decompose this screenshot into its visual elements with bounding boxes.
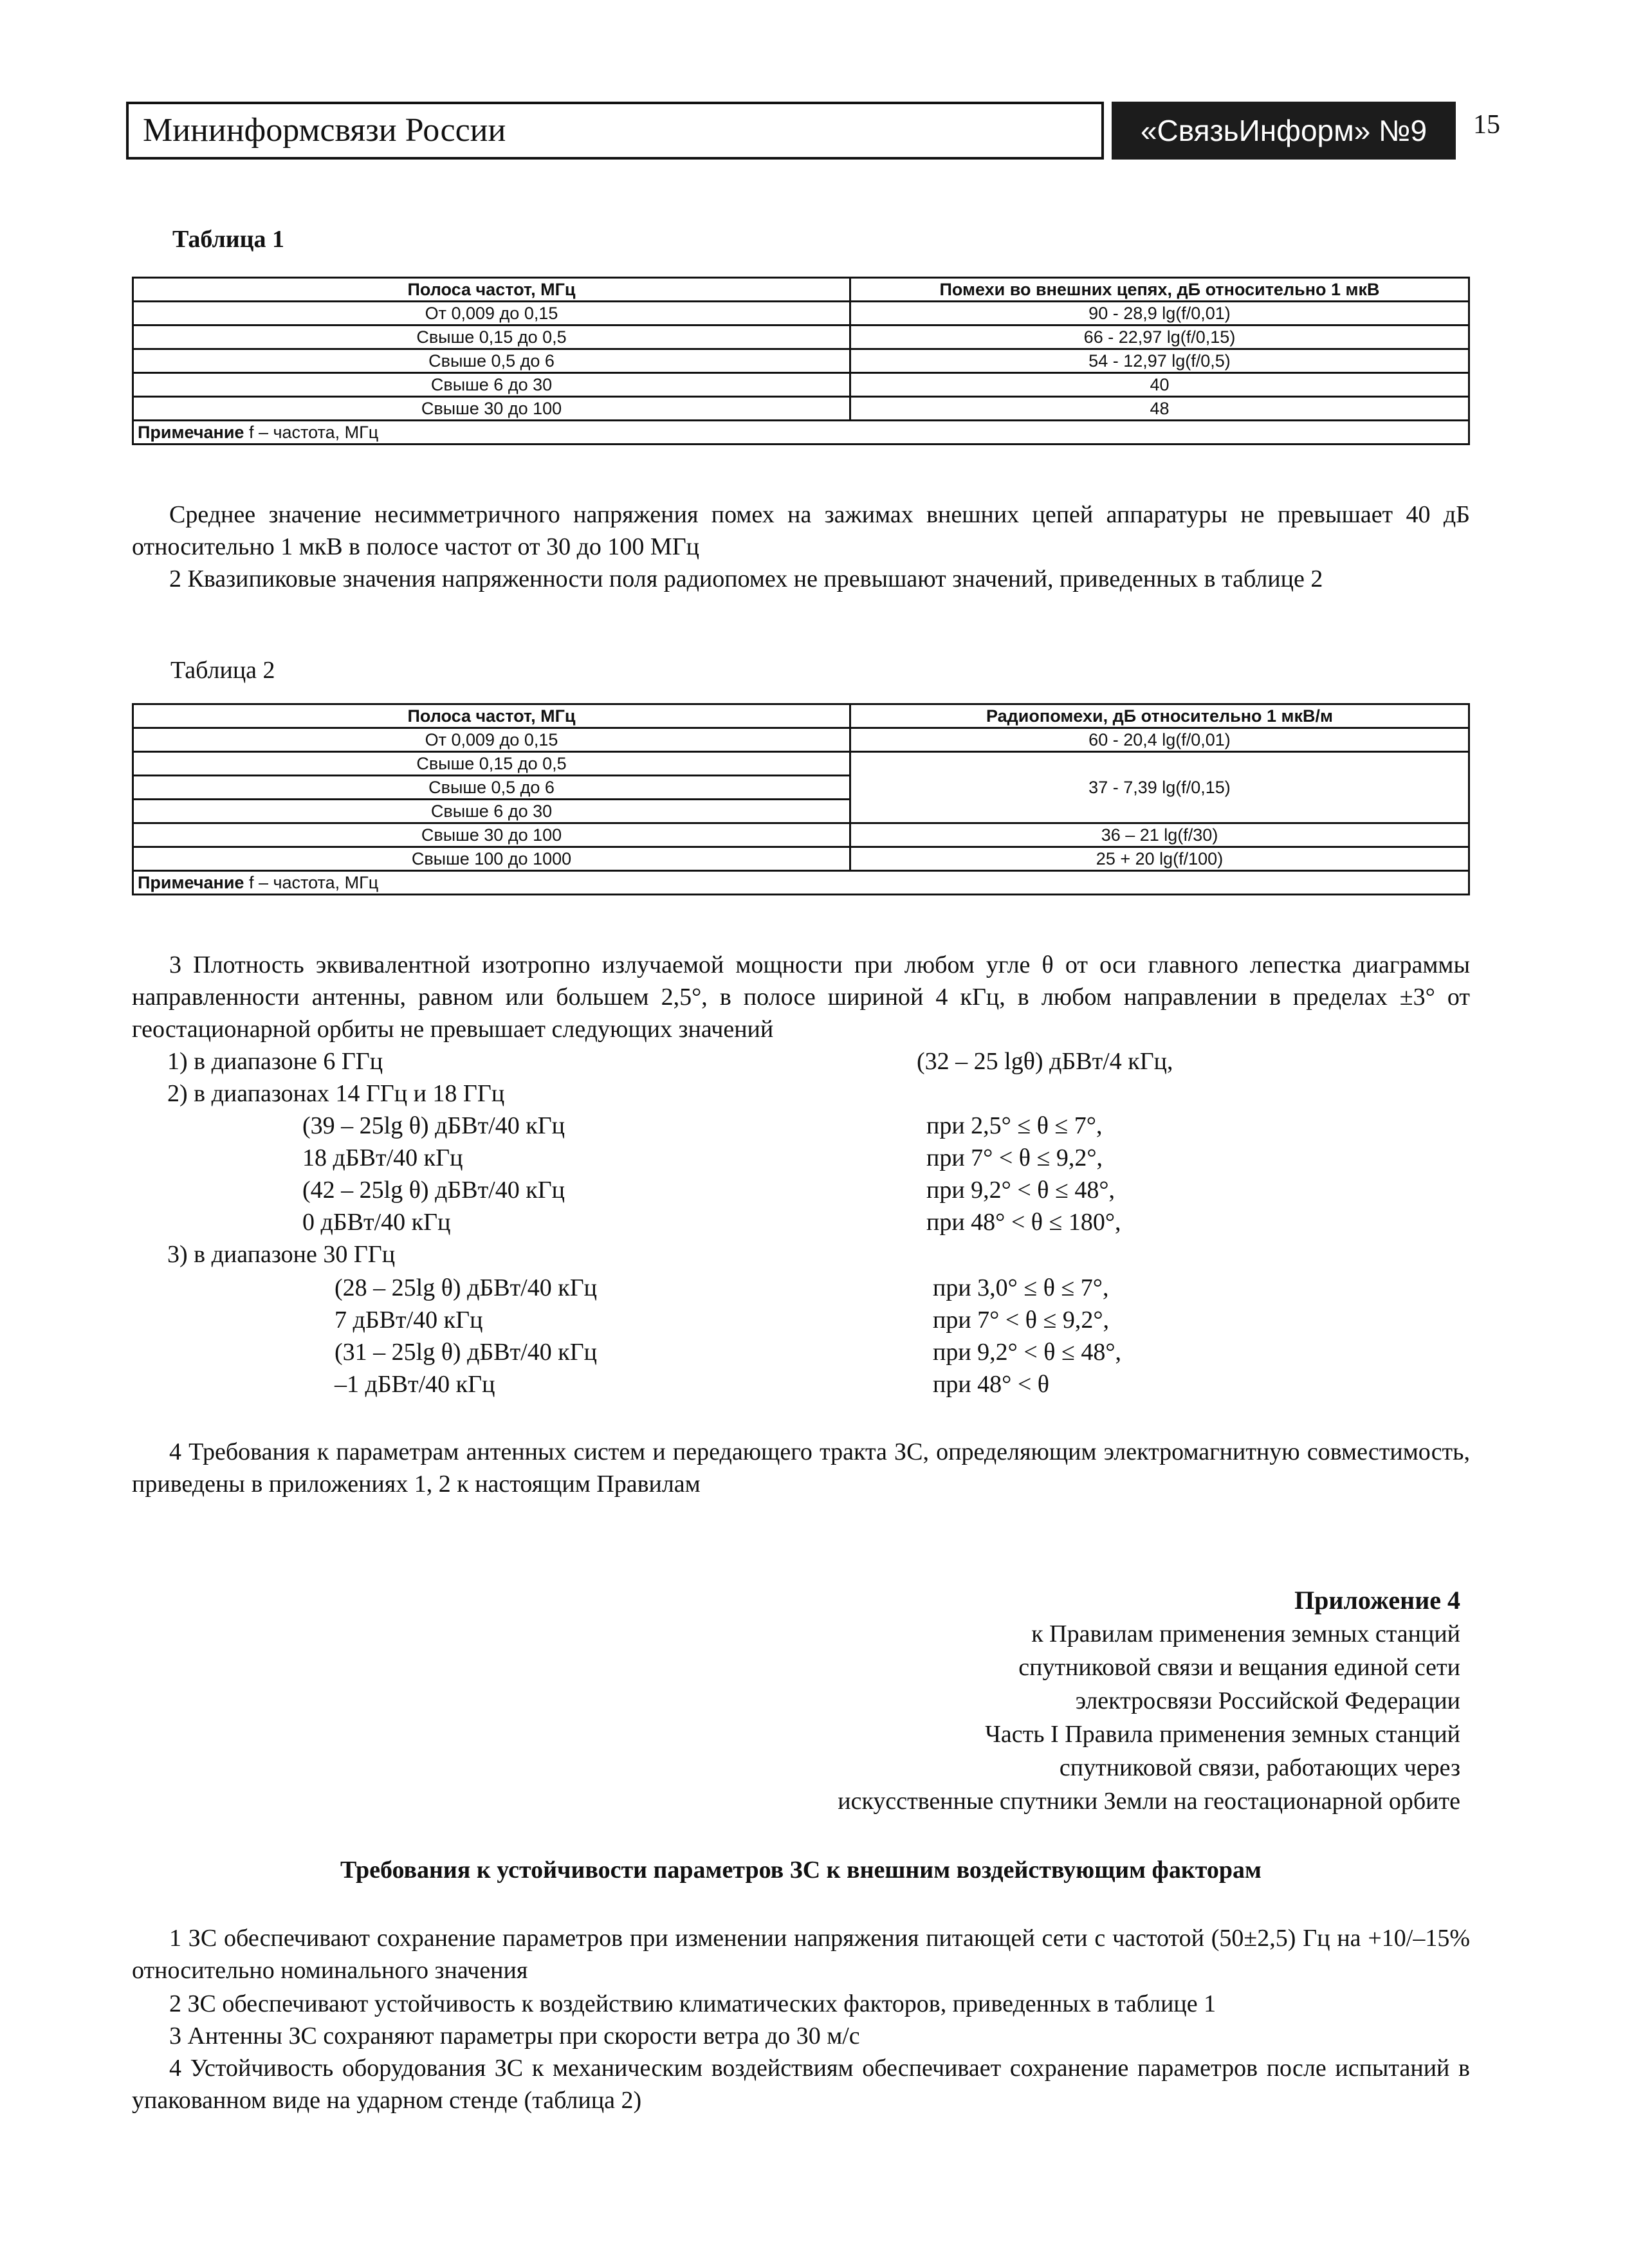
item2-label: 2) в диапазонах 14 ГГц и 18 ГГц bbox=[167, 1080, 505, 1107]
table1-band: Свыше 0,15 до 0,5 bbox=[133, 326, 850, 349]
appendix-line: спутниковой связи и вещания единой сети bbox=[1018, 1654, 1460, 1681]
table2-caption: Таблица 2 bbox=[170, 657, 275, 684]
paragraph-2: 2 Квазипиковые значения напряженности поля радиопомех не превышают значений, приведенных в таблице 2 bbox=[169, 565, 1323, 592]
item3-expr: 7 дБВт/40 кГц bbox=[335, 1307, 483, 1334]
table-row bbox=[133, 326, 1469, 349]
table2-value: 37 - 7,39 lg(f/0,15) bbox=[850, 752, 1469, 823]
table2-header-band: Полоса частот, МГц bbox=[133, 704, 850, 728]
header-right-title: «СвязьИнформ» №9 bbox=[1140, 114, 1427, 147]
appendix-line: электросвязи Российской Федерации bbox=[1075, 1687, 1460, 1714]
table2-band: От 0,009 до 0,15 bbox=[133, 728, 850, 752]
table-row bbox=[133, 373, 1469, 397]
table1-note-row bbox=[133, 421, 1469, 445]
item2-expr: (42 – 25lg θ) дБВт/40 кГц bbox=[302, 1177, 565, 1204]
section-paragraph: 1 ЗС обеспечивают сохранение параметров при изменении напряжения питающей сети с частотой (50±2,5) Гц на +10/–15% относительно номинального значения bbox=[132, 1925, 1470, 1984]
table1-value: 90 - 28,9 lg(f/0,01) bbox=[850, 302, 1469, 326]
item1-value: (32 – 25 lgθ) дБВт/4 кГц, bbox=[917, 1048, 1173, 1075]
table2-note-label: Примечание bbox=[138, 873, 244, 892]
appendix-line: искусственные спутники Земли на геостационарной орбите bbox=[838, 1788, 1460, 1815]
item1-label: 1) в диапазоне 6 ГГц bbox=[167, 1048, 383, 1075]
table1-band: Свыше 30 до 100 bbox=[133, 397, 850, 421]
appendix-block bbox=[579, 1584, 1460, 1818]
table2-band: Свыше 6 до 30 bbox=[133, 800, 850, 823]
table1-header-band: Полоса частот, МГц bbox=[133, 278, 850, 302]
item3-expr: (31 – 25lg θ) дБВт/40 кГц bbox=[335, 1339, 597, 1366]
item2-cond: при 7° < θ ≤ 9,2°, bbox=[926, 1144, 1103, 1171]
item3-expr: (28 – 25lg θ) дБВт/40 кГц bbox=[335, 1274, 597, 1301]
table2-band: Свыше 100 до 1000 bbox=[133, 847, 850, 871]
header-left-title: Мининформсвязи России bbox=[143, 112, 506, 149]
table-row bbox=[133, 349, 1469, 373]
table2 bbox=[132, 703, 1470, 895]
item2-expr: 18 дБВт/40 кГц bbox=[302, 1144, 463, 1171]
table2-band: Свыше 30 до 100 bbox=[133, 823, 850, 847]
section-heading: Требования к устойчивости параметров ЗС к внешним воздействующим факторам bbox=[340, 1857, 1262, 1884]
item3-cond: при 7° < θ ≤ 9,2°, bbox=[933, 1307, 1110, 1334]
header-right-box bbox=[1112, 102, 1456, 160]
table1-value: 40 bbox=[850, 373, 1469, 397]
table2-note-text: f – частота, МГц bbox=[248, 873, 379, 892]
item3-cond: при 9,2° < θ ≤ 48°, bbox=[933, 1339, 1122, 1366]
item3-label: 3) в диапазоне 30 ГГц bbox=[167, 1241, 396, 1268]
paragraph-antenna-requirements: 4 Требования к параметрам антенных систем и передающего тракта ЗС, определяющим электромагнитную совместимость, приведены в приложениях 1, 2 к настоящим Правилам bbox=[132, 1438, 1470, 1498]
item2-expr: 0 дБВт/40 кГц bbox=[302, 1209, 451, 1236]
paragraph-eirp-density: 3 Плотность эквивалентной изотропно излучаемой мощности при любом угле θ от оси главного лепестка диаграммы направленности антенны, равном или большем 2,5°, в полосе шириной 4 кГц, в любом направлении в пределах ±3° от геостационарной орбиты не превышает следующих значений bbox=[132, 951, 1470, 1043]
table2-value: 60 - 20,4 lg(f/0,01) bbox=[850, 728, 1469, 752]
item2-cond: при 9,2° < θ ≤ 48°, bbox=[926, 1177, 1115, 1204]
table1-note-text: f – частота, МГц bbox=[248, 423, 379, 442]
section-paragraph: 3 Антенны ЗС сохраняют параметры при скорости ветра до 30 м/с bbox=[169, 2022, 860, 2050]
table2-value: 36 – 21 lg(f/30) bbox=[850, 823, 1469, 847]
table1-value: 54 - 12,97 lg(f/0,5) bbox=[850, 349, 1469, 373]
table1-value: 48 bbox=[850, 397, 1469, 421]
table2-header-value: Радиопомехи, дБ относительно 1 мкВ/м bbox=[850, 704, 1469, 728]
table1-header-value: Помехи во внешних цепях, дБ относительно 1 мкВ bbox=[850, 278, 1469, 302]
table2-note bbox=[133, 871, 1469, 895]
table1-band: Свыше 6 до 30 bbox=[133, 373, 850, 397]
paragraph-noise-voltage: Среднее значение несимметричного напряжения помех на зажимах внешних цепей аппаратуры не превышает 40 дБ относительно 1 мкВ в полосе частот от 30 до 100 МГц bbox=[132, 501, 1470, 560]
appendix-line: к Правилам применения земных станций bbox=[1031, 1620, 1460, 1647]
table1-value: 66 - 22,97 lg(f/0,15) bbox=[850, 326, 1469, 349]
table2-value: 25 + 20 lg(f/100) bbox=[850, 847, 1469, 871]
table1-note bbox=[133, 421, 1469, 445]
item3-cond: при 48° < θ bbox=[933, 1371, 1050, 1398]
item3-cond: при 3,0° ≤ θ ≤ 7°, bbox=[933, 1274, 1109, 1301]
item2-cond: при 2,5° ≤ θ ≤ 7°, bbox=[926, 1112, 1103, 1139]
item2-cond: при 48° < θ ≤ 180°, bbox=[926, 1209, 1121, 1236]
table1-caption: Таблица 1 bbox=[172, 226, 285, 253]
table1-band: От 0,009 до 0,15 bbox=[133, 302, 850, 326]
item3-expr: –1 дБВт/40 кГц bbox=[335, 1371, 495, 1398]
table-row bbox=[133, 728, 1469, 752]
table2-note-row bbox=[133, 871, 1469, 895]
table-row bbox=[133, 823, 1469, 847]
table1-band: Свыше 0,5 до 6 bbox=[133, 349, 850, 373]
table2-band: Свыше 0,5 до 6 bbox=[133, 776, 850, 800]
appendix-line: Часть I Правила применения земных станций bbox=[985, 1721, 1460, 1748]
table-row bbox=[133, 752, 1469, 776]
section-paragraph: 2 ЗС обеспечивают устойчивость к воздействию климатических факторов, приведенных в таблице 1 bbox=[169, 1990, 1216, 2017]
header-left-box bbox=[126, 102, 1104, 160]
table1-note-label: Примечание bbox=[138, 423, 244, 442]
table1 bbox=[132, 277, 1470, 445]
appendix-line: спутниковой связи, работающих через bbox=[1059, 1754, 1460, 1781]
page-number: 15 bbox=[1473, 110, 1500, 140]
table-row bbox=[133, 397, 1469, 421]
table-row bbox=[133, 847, 1469, 871]
table2-band: Свыше 0,15 до 0,5 bbox=[133, 752, 850, 776]
section-paragraph: 4 Устойчивость оборудования ЗС к механическим воздействиям обеспечивает сохранение параметров после испытаний в упакованном виде на ударном стенде (таблица 2) bbox=[132, 2055, 1470, 2114]
table-row bbox=[133, 302, 1469, 326]
item2-expr: (39 – 25lg θ) дБВт/40 кГц bbox=[302, 1112, 565, 1139]
appendix-title: Приложение 4 bbox=[1294, 1586, 1460, 1615]
